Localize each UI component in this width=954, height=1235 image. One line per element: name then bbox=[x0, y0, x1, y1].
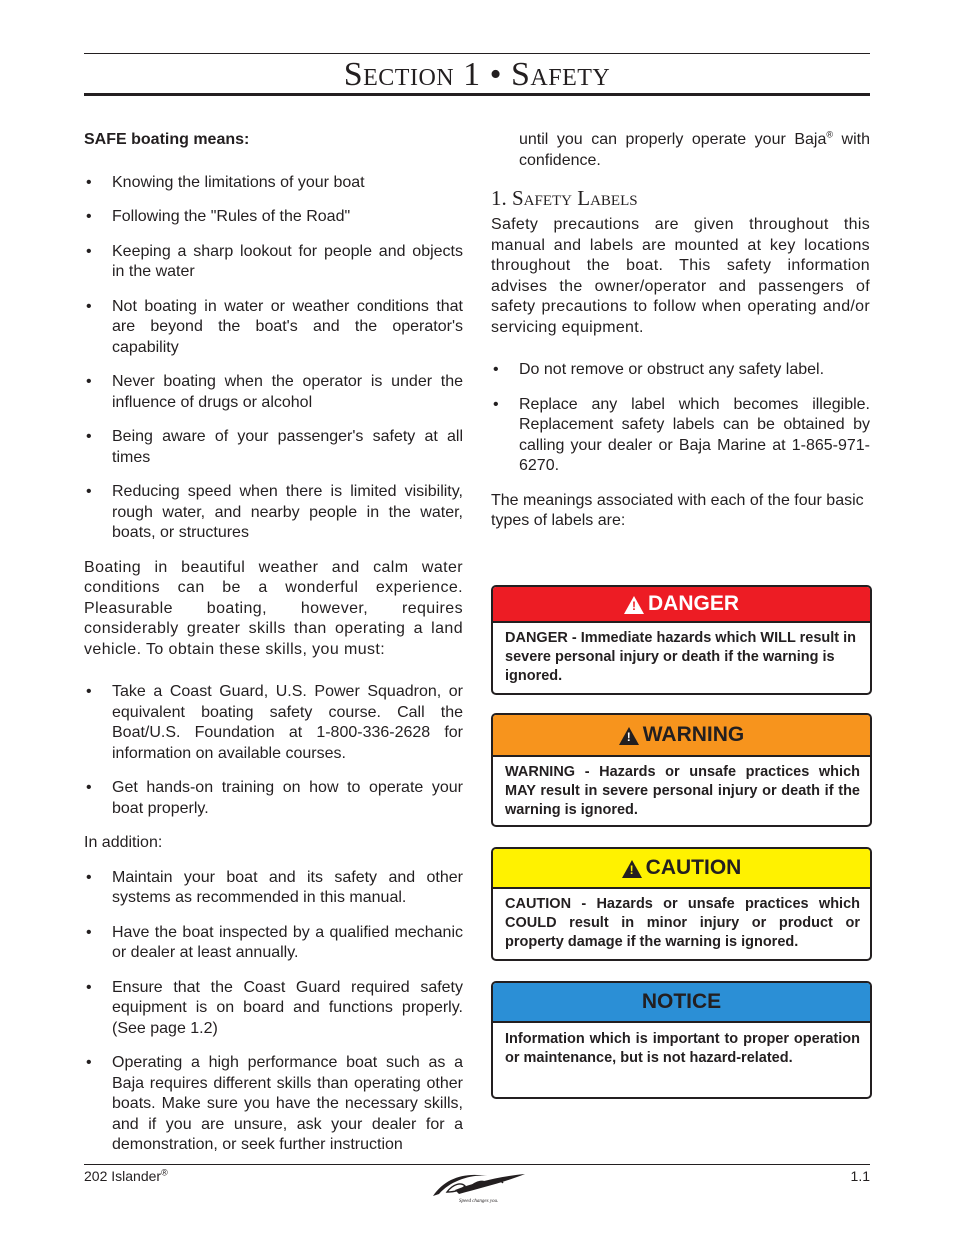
warning-label-title: WARNING bbox=[642, 723, 745, 746]
list-item: • Not boating in water or weather conditions that are beyond the boat's and the operator's capability bbox=[84, 297, 463, 359]
footer-model bbox=[84, 1168, 168, 1184]
addition-list bbox=[84, 868, 463, 1156]
logo-tagline: Speed changes you. bbox=[459, 1199, 499, 1204]
notice-label-title: NOTICE bbox=[641, 990, 722, 1013]
list-item: • Maintain your boat and its safety and other systems as recommended in this manual. bbox=[84, 868, 463, 909]
notice-label-text: Information which is important to proper operation or maintenance, but is not hazard-related. bbox=[505, 1031, 860, 1066]
continuation-pre: until you can properly operate your Baja bbox=[519, 131, 827, 148]
warning-label bbox=[491, 713, 872, 827]
warning-triangle-icon: ! bbox=[622, 860, 642, 878]
baja-logo bbox=[425, 1170, 529, 1204]
list-item: • Following the "Rules of the Road" bbox=[84, 207, 463, 228]
paragraph: Boating in beautiful weather and calm water conditions can be a wonderful experience. Pleasurable boating, however, requires considerably greater skills than operating a land vehicle. To obtain these skills, you must: bbox=[84, 558, 463, 658]
footer-model-name: 202 Islander bbox=[84, 1168, 162, 1184]
list-item: • Do not remove or obstruct any safety label. bbox=[491, 360, 870, 381]
list-item: • Knowing the limitations of your boat bbox=[84, 173, 463, 194]
caution-label bbox=[491, 847, 872, 961]
warning-label-text: WARNING - Hazards or unsafe practices which MAY result in severe personal injury or death if the warning is ignored. bbox=[505, 764, 860, 818]
intro-label: SAFE boating means: bbox=[84, 131, 250, 148]
list-item: • Reducing speed when there is limited visibility, rough water, and nearby people in the water, boats, or structures bbox=[84, 482, 463, 544]
header-rule-bottom bbox=[84, 93, 870, 96]
list-item: • Operating a high performance boat such as a Baja requires different skills than operating other boats. Make sure you have the necessary skills, and if you are unsure, ask your dealer for a demonstration, or seek further instruction bbox=[84, 1053, 463, 1156]
list-item: • Take a Coast Guard, U.S. Power Squadron, or equivalent boating safety course. Call the Boat/U.S. Foundation at 1-800-336-2628 for information on available courses. bbox=[84, 682, 463, 764]
page-title: Section 1 • Safety bbox=[343, 56, 611, 93]
caution-label-header bbox=[493, 849, 870, 889]
safe-boating-list bbox=[84, 173, 463, 544]
notice-label bbox=[491, 981, 872, 1099]
list-item: • Keeping a sharp lookout for people and objects in the water bbox=[84, 242, 463, 283]
footer-rule bbox=[84, 1164, 870, 1165]
label-rules-list bbox=[491, 360, 870, 477]
caution-label-text: CAUTION - Hazards or unsafe practices which COULD result in minor injury or product or property damage if the warning is ignored. bbox=[505, 896, 860, 950]
list-item: • Replace any label which becomes illegible. Replacement safety labels can be obtained by calling your dealer or Baja Marine at 1-865-971-6270. bbox=[491, 395, 870, 477]
warning-triangle-icon: ! bbox=[624, 596, 644, 614]
header-rule-top bbox=[84, 53, 870, 54]
list-item: • Never boating when the operator is under the influence of drugs or alcohol bbox=[84, 372, 463, 413]
section-heading: 1. Safety Labels bbox=[491, 186, 638, 210]
notice-label-header bbox=[493, 983, 870, 1023]
danger-label bbox=[491, 585, 872, 695]
warning-triangle-icon: ! bbox=[619, 727, 639, 745]
footer-registered-mark: ® bbox=[161, 1167, 168, 1178]
left-column bbox=[84, 128, 463, 1156]
warning-label-header bbox=[493, 715, 870, 757]
page-number: 1.1 bbox=[850, 1168, 870, 1184]
list-item: • Being aware of your passenger's safety at all times bbox=[84, 427, 463, 468]
registered-mark: ® bbox=[826, 129, 833, 140]
continuation-post: with confidence. bbox=[519, 131, 870, 169]
in-addition-label: In addition: bbox=[84, 834, 163, 851]
danger-label-title: DANGER bbox=[647, 592, 739, 615]
list-item: • Ensure that the Coast Guard required safety equipment is on board and functions properly. (See page 1.2) bbox=[84, 978, 463, 1040]
paragraph: Safety precautions are given throughout this manual and labels are mounted at key locations throughout the boat. This safety information advises the owner/operator and passengers of safety precautions to follow when operating and/or servicing equipment. bbox=[491, 216, 870, 336]
list-item: • Get hands-on training on how to operate your boat properly. bbox=[84, 778, 463, 819]
list-item: • Have the boat inspected by a qualified mechanic or dealer at least annually. bbox=[84, 923, 463, 964]
paragraph: The meanings associated with each of the four basic types of labels are: bbox=[491, 491, 864, 529]
danger-label-text: DANGER - Immediate hazards which WILL result in severe personal injury or death if the warning is ignored. bbox=[505, 630, 857, 684]
danger-label-header bbox=[493, 587, 870, 623]
right-column bbox=[491, 128, 870, 532]
continuation-text bbox=[491, 130, 870, 171]
caution-label-title: CAUTION bbox=[645, 856, 742, 879]
skills-list bbox=[84, 682, 463, 819]
